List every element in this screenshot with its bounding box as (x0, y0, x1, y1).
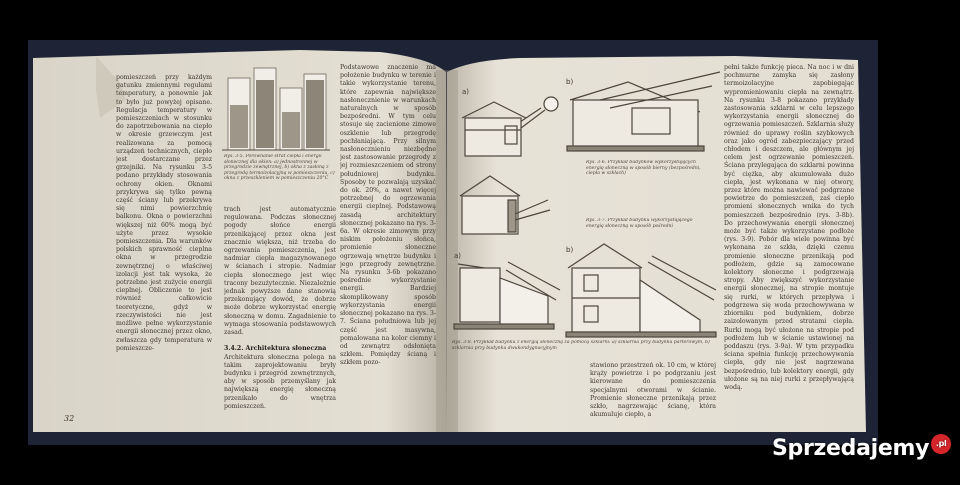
left-column-3: Podstawowe znaczenie ma położenie budynku w terenie i takie wykorzystanie terenu, które zapewnia największe nasłonecznienie w warunkach naturalnych w sposób bezpośredni. W tym celu stosuje się zacienione zimowe oszklenie lub przegrodę pochłaniającą. Przy silnym nasłonecznieniu niezbędne jest zastosowanie przegrody z jej rozmieszczeniem od strony południowej budynku. Sposoby te pozwalają uzyskać do ok. 20%, a nawet więcej potrzebnej do ogrzewania energii cieplnej. Podstawową zasadą architektury słonecznej pokazano na rys. 3-6a. W okresie zimowym przy niskim położeniu słońca, promienie słoneczne ogrzewają wnętrze budynku i jego przegrody zewnętrzne. Na rysunku 3-6b pokazano pośrednie wykorzystanie energii. Bardziej skomplikowany sposób wykorzystania energii słonecznej pokazano na rys. 3-7. Ściana południowa lub jej część jest masywna, pomalowana na kolor ciemny i od zewnątrz odsłonięta szkłem. Pomiędzy ścianą i szkłem pozo- (340, 64, 436, 367)
page-number: 32 (64, 414, 75, 423)
fig-3-6-letter-b: b) (566, 78, 574, 86)
left-column-1: pomieszczeń przy każdym gatunku zmiennymi regułami temperatury, a ponownie jak to było już powyżej opisane. Regulacja temperatury w pomieszczeniach w stosunku do zapotrzebowania na ciepło w okresie grzewczym jest realizowana za pomocą urządzeń technicznych, ciepło jest dostarczane przez grzejniki. Na rysunku 3-5 podano przykłady stosowania ochrony okien. Oknami przykrywa się tylko pewną część ściany lub przekrywa się nimi powierzchnię balkonu. Okna o powierzchni większej niż 60% mogą być użyte przez wysokie pomieszczenia. Dla warunków polskich sprawność cieplna okna w przegrodzie zewnętrznej o właściwej izolacji jest tak wysoka, że potrzebne jest zużycie energii cieplnej. Obliczenie to jest również całkowicie teoretyczne, gdyż w rzeczywistości nie jest możliwe pełne wykorzystanie energii słonecznej przez okno, zwłaszcza gdy temperatura w pomieszcze- (116, 74, 212, 352)
section-heading: 3.4.2. Architektura słoneczna (224, 345, 327, 353)
fig-3-8-letter-a: a) (454, 252, 462, 260)
figure-3-6-caption: Rys. 3-6. Przykład budynków wykorzystujących energię słoneczną w sposób bierny (bezpośredni, ciepła w szkłach) (586, 160, 701, 177)
section-body: Architektura słoneczna polega na takim zaprojektowaniu bryły budynku i przegród zewnętrznych, aby w sposób przemyślany jak największą energię słoneczną przenikało do wnętrza pomieszczeń. (224, 353, 336, 410)
fig-3-8-letter-b: b) (566, 246, 574, 254)
left-column-2 (224, 206, 336, 416)
figure-3-5 (222, 68, 330, 150)
figure-3-5-caption: Rys. 3-5. Porównanie strat ciepła i energii słonecznej dla okien: a) jednostronnej w przegrodzie zewnętrznej, b) okna z zasłoną z przegrodą termoizolacyjną w pomieszczeniu, c) okna z przeszkleniem w pomieszczeniu 20°C (224, 154, 335, 182)
figure-3-8-caption: Rys. 3-8. Przykład budynku z energią słoneczną za pomocą szklarni: a) szklarnia przy budynku parterowym, b) szklarnia przy budynku dwukondygnacyjnym (452, 340, 710, 351)
left-column-2-text: trach jest automatycznie regulowana. Podczas słonecznej pogody słońce energii przenikającej przez okna jest znacznie większa, niż trzeba do ogrzewania pomieszczenia, jest nadmiar ciepła magazynowanego w ścianach i stropie. Nadmiar ciepła słonecznego jest więc tracony bezużytecznie. Niezależnie jednak powyższe dane stanowią przekonujący dowód, że dobrze może dobrze wykorzystać energię słoneczną w domu. Zagadnienie to wymaga stosowania podstawowych zasad. (224, 206, 336, 337)
fig-3-6-letter-a: a) (462, 88, 470, 96)
right-column: pełni także funkcję pieca. Na noc i w dni pochmurne zamyka się zasłony termoizolacyjne zapobiegając wypromieniowaniu ciepła na zewnątrz. Na rysunku 3-8 pokazano przykłady zastosowania szklarni w celu lepszego wykorzystania energii słonecznej do ogrzewania pomieszczeń. Szklarnia służy również do uprawy roślin szybkowych oraz jako ogród zabezpieczający przed chłodem i deszczem, ale głównym jej celem jest ogrzewanie pomieszczeń. Ściana przylegająca do szklarni powinna być ciężka, aby akumulowała dużo ciepła, jest wykonana w niej otwory, przez które można nawiewać podgrzane powietrze do pomieszczeń, zaś ciepło promieni słonecznych wnika do tych pomieszczeń bezpośrednio (rys. 3-8b). Do przechowywania energii słonecznej może być także wykorzystane podłoże (rys. 3-9). Pobór dla wiele powinna być wykonana ze szkła, dzięki czemu promienie słoneczne przenikają pod podłożem, gdzie są zamocowane kolektory słoneczne i podgrzewają stropy. Aby zwiększyć wykorzystanie energii słonecznej, na stropie montuje się rurki, w których przepływa i podgrzewa się woda przechowywana w zbiorniku pod budynkiem, dobrze zaizolowanym przed stratami ciepła. Rurki mogą być ułożone na stropie pod podłożem lub w ścianie ustawionej na poddaszu (rys. 3-9a). W tym przypadku ściana spełnia funkcję przechowywania ciepła, gdy nie jest nagrzewana bezpośrednio, lub kolektory energii, gdy ułożone są na niej rurki z przepływającą wodą. (724, 64, 854, 391)
sprzedajemy-watermark (772, 436, 951, 461)
watermark-brand: Sprzedajemy (772, 436, 930, 461)
right-bottom-column: stawiono przestrzeń ok. 10 cm, w której krąży powietrze i po podgrzaniu jest kierowane do pomieszczenia specjalnymi otworami w ścianie. Promienie słoneczne przenikają przez szkło, nagrzewając ścianę, która akumuluje ciepło, a (590, 362, 716, 419)
figure-3-7-caption: Rys. 3-7. Przykład budynku wykorzystującego energię słoneczną w sposób pośredni (586, 218, 693, 229)
watermark-tld-badge: .pl (931, 434, 951, 454)
